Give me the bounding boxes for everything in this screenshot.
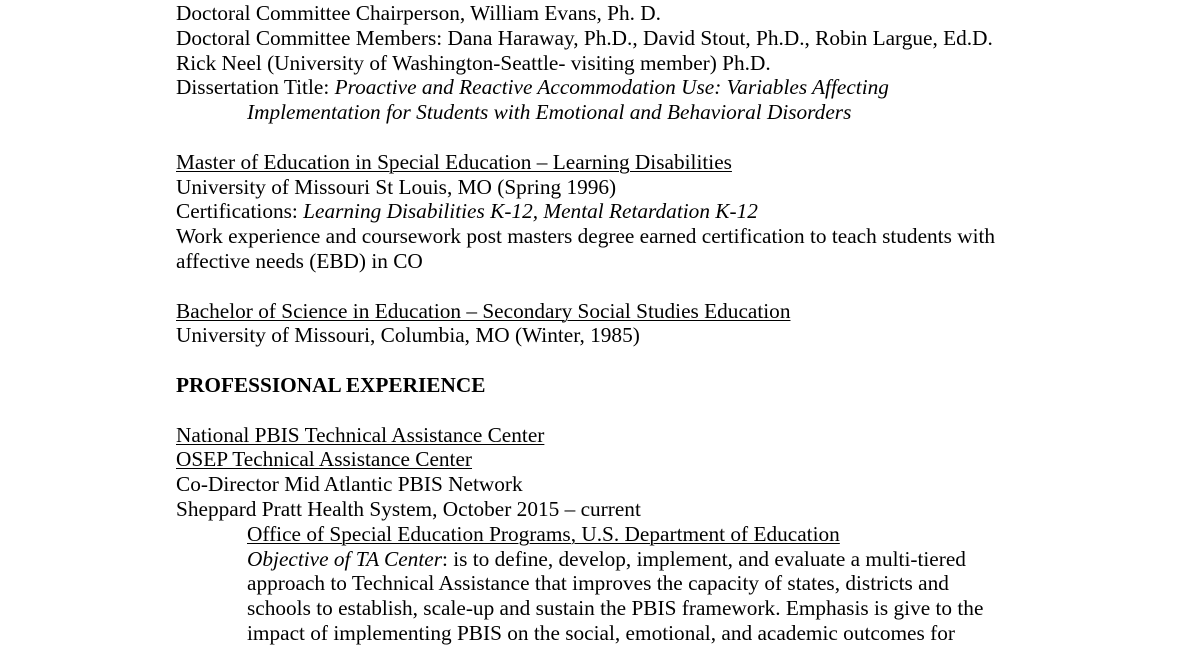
certifications-value: Learning Disabilities K-12, Mental Retardation K-12: [303, 199, 758, 224]
work-experience-note: Work experience and coursework post masters degree earned certification to teach students with: [176, 224, 996, 249]
dissertation-title: Proactive and Reactive Accommodation Use: Variables Affecting: [334, 75, 889, 100]
center-2: OSEP Technical Assistance Center: [176, 447, 473, 472]
employer: Sheppard Pratt Health System, October 2015 – current: [176, 496, 641, 521]
dissertation-title-continued: Implementation for Students with Emotional and Behavioral Disorders: [247, 100, 852, 125]
spacer: [176, 274, 1176, 299]
spacer: [176, 398, 1176, 423]
masters-school: University of Missouri St Louis, MO (Spring 1996): [176, 174, 617, 199]
job-role: Co-Director Mid Atlantic PBIS Network: [176, 472, 523, 497]
center-1: National PBIS Technical Assistance Center: [176, 422, 545, 447]
committee-members: Doctoral Committee Members: Dana Haraway, Ph.D., David Stout, Ph.D., Robin Largue, Ed.D.: [176, 25, 993, 50]
bachelors-school: University of Missouri, Columbia, MO (Winter, 1985): [176, 323, 640, 348]
objective-text-4: impact of implementing PBIS on the social, emotional, and academic outcomes for: [247, 620, 955, 645]
objective-label: Objective of TA Center: [247, 546, 442, 571]
office-name: Office of Special Education Programs, U.S. Department of Education: [247, 521, 840, 546]
dissertation-line: [176, 75, 1176, 100]
certifications-line: [176, 199, 1176, 224]
office-line: [176, 522, 1176, 547]
certifications-label: Certifications:: [176, 199, 304, 224]
objective-text-3: schools to establish, scale-up and sustain the PBIS framework. Emphasis is give to the: [247, 596, 984, 621]
objective-text: : is to define, develop, implement, and evaluate a multi-tiered: [441, 546, 966, 571]
objective-text-2: approach to Technical Assistance that improves the capacity of states, districts and: [247, 571, 949, 596]
committee-chair: Doctoral Committee Chairperson, William Evans, Ph. D.: [176, 1, 661, 25]
center-2-line: [176, 447, 1176, 472]
committee-members-continued: Rick Neel (University of Washington-Seattle- visiting member) Ph.D.: [176, 50, 771, 75]
dissertation-label: Dissertation Title:: [176, 75, 335, 100]
spacer: [176, 348, 1176, 373]
section-heading-experience: PROFESSIONAL EXPERIENCE: [176, 372, 486, 397]
spacer: [176, 125, 1176, 150]
work-experience-note-continued: affective needs (EBD) in CO: [176, 248, 423, 273]
resume-page: [176, 1, 1176, 646]
bachelors-degree: Bachelor of Science in Education – Secondary Social Studies Education: [176, 298, 791, 323]
masters-degree: Master of Education in Special Education – Learning Disabilities: [176, 149, 732, 174]
objective-line: [176, 547, 1176, 572]
bachelors-degree-line: [176, 299, 1176, 324]
masters-degree-line: [176, 150, 1176, 175]
center-1-line: [176, 423, 1176, 448]
